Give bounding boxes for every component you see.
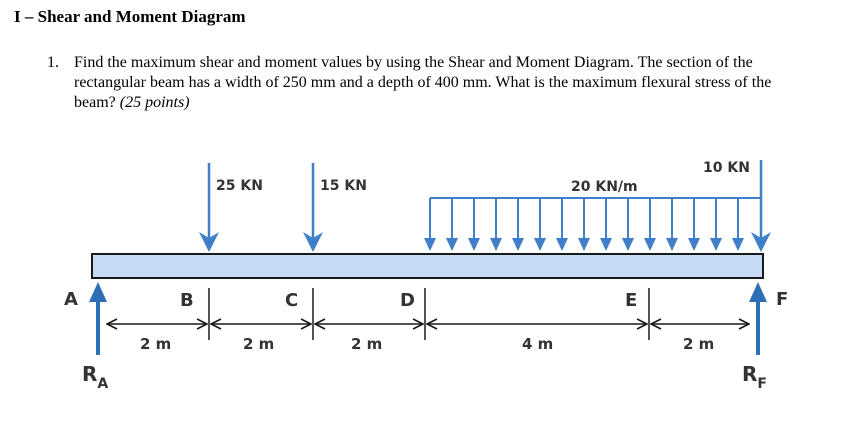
reaction-label-f-main: R <box>742 362 758 386</box>
reaction-arrow-f <box>749 282 767 355</box>
reaction-label-a <box>82 362 108 392</box>
dimension-label-bc: 2 m <box>243 335 275 353</box>
dimension-ticks <box>209 288 649 340</box>
dimension-label-cd: 2 m <box>351 335 383 353</box>
problem-points: (25 points) <box>119 94 190 111</box>
load-label-udl: 20 KN/m <box>571 179 638 195</box>
dimension-label-de: 4 m <box>522 335 554 353</box>
distributed-load <box>424 198 760 251</box>
reaction-label-a-main: R <box>82 362 98 386</box>
load-label-c: 15 KN <box>320 178 367 194</box>
page-heading: I – Shear and Moment Diagram <box>14 7 246 26</box>
dimension-label-ef: 2 m <box>683 335 715 353</box>
point-label-f: F <box>776 289 789 310</box>
load-label-b: 25 KN <box>216 178 263 194</box>
udl-arrows <box>424 198 744 251</box>
reaction-arrow-a <box>89 282 107 355</box>
point-load-f <box>751 160 771 252</box>
point-load-b <box>199 163 219 252</box>
point-label-d: D <box>400 290 415 311</box>
problem-number: 1. <box>47 54 59 71</box>
point-label-c: C <box>285 290 299 311</box>
reaction-label-f-sub: F <box>757 376 767 392</box>
reaction-label-f <box>742 362 767 392</box>
dimension-label-ab: 2 m <box>140 335 172 353</box>
beam <box>92 254 763 278</box>
point-label-a: A <box>64 289 78 310</box>
reaction-label-a-sub: A <box>97 376 109 392</box>
load-label-f: 10 KN <box>703 160 750 176</box>
problem-text: Find the maximum shear and moment values by using the Shear and Moment Diagram. The section of the rectangular beam has a width of 250 mm and a depth of 400 mm. What is the maximum flexural stress of the beam? <box>74 54 772 111</box>
point-label-e: E <box>625 290 638 311</box>
point-label-b: B <box>180 290 194 311</box>
point-load-c <box>303 163 323 252</box>
